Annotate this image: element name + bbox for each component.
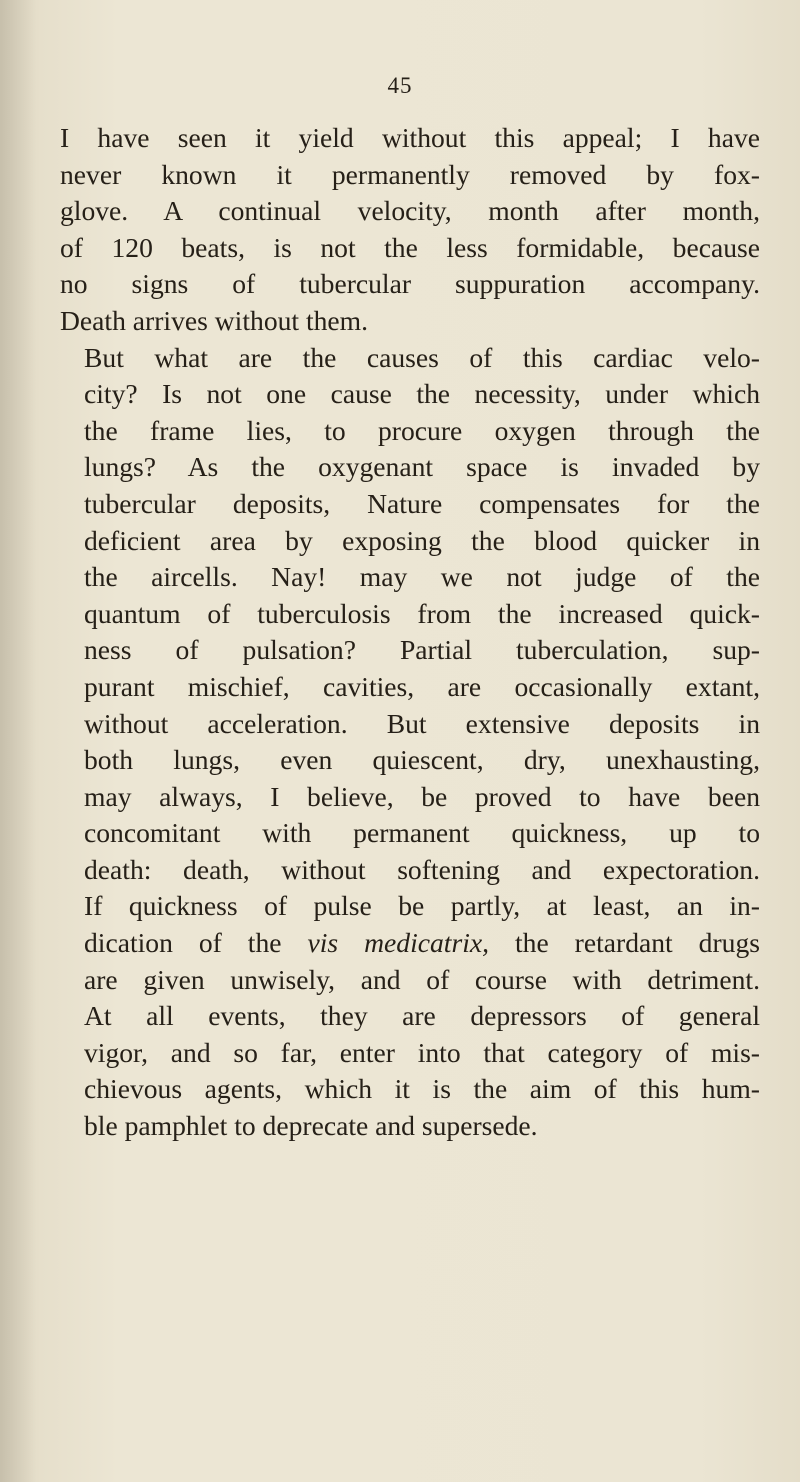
text-line: If quickness of pulse be partly, at least, an in- [84,890,760,922]
text-line: city? Is not one cause the necessity, under which [84,378,760,410]
text-line: the frame lies, to procure oxygen through the [84,414,760,446]
text-run: dication of the [84,927,308,959]
text-line: lungs? As the oxygenant space is invaded by [84,451,760,483]
text-line: deficient area by exposing the blood quicker in [84,524,760,556]
text-line: vigor, and so far, enter into that category of mis- [84,1036,760,1068]
text-line: death: death, without softening and expectoration. [84,853,760,885]
text-line: chievous agents, which it is the aim of this hum- [84,1073,760,1105]
text-line: of 120 beats, is not the less formidable, because [60,231,760,263]
text-line: no signs of tubercular suppuration accompany. [60,268,760,300]
text-line-with-italic [60,925,760,962]
binding-shadow [0,0,36,1482]
page-number: 45 [387,73,413,98]
body-text [60,120,760,1145]
text-run: the retardant drugs [489,927,760,959]
paragraph-3 [60,888,760,1144]
text-line: But what are the causes of this cardiac velo- [84,341,760,373]
text-line: tubercular deposits, Nature compensates for the [84,487,760,519]
text-line: ness of pulsation? Partial tuberculation, sup- [84,634,760,666]
text-line: I have seen it yield without this appeal; I have [60,122,760,153]
text-line: never known it permanently removed by fox- [60,158,760,190]
text-line: At all events, they are depressors of general [84,1000,760,1032]
text-line: are given unwisely, and of course with detriment. [84,963,760,995]
text-line: the aircells. Nay! may we not judge of the [84,561,760,593]
text-line: quantum of tuberculosis from the increased quick- [84,597,760,629]
paragraph-1 [60,120,760,340]
text-line: ble pamphlet to deprecate and supersede. [84,1110,538,1142]
text-line: without acceleration. But extensive deposits in [84,707,760,739]
text-line: purant mischief, cavities, are occasionally extant, [84,670,760,702]
text-line: both lungs, even quiescent, dry, unexhausting, [84,744,760,776]
italic-phrase: vis medicatrix, [307,927,490,959]
paragraph-2 [60,340,760,889]
text-line: glove. A continual velocity, month after month, [60,195,760,227]
text-line: Death arrives without them. [60,304,369,336]
text-line: may always, I believe, be proved to have been [84,780,760,812]
text-line: concomitant with permanent quickness, up to [84,817,760,849]
